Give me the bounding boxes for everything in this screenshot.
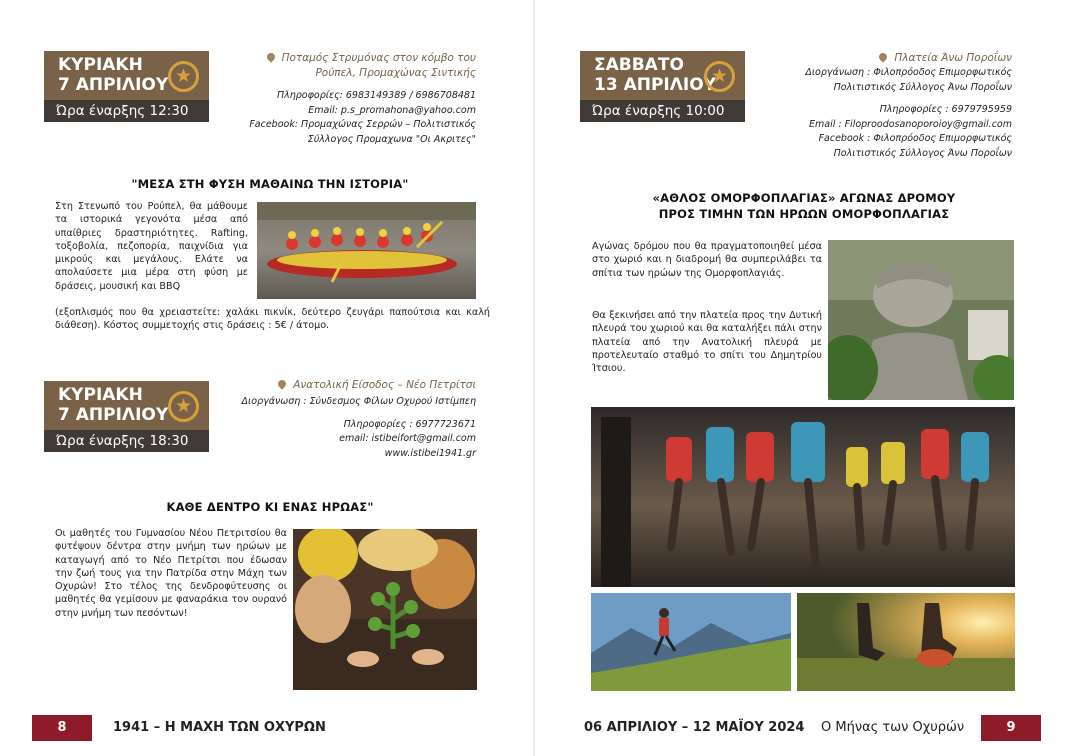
location-line: Ανατολική Είσοδος – Νέο Πετρίτσι — [293, 379, 476, 391]
rafting-photo — [257, 202, 476, 299]
star-icon: ★ — [704, 61, 735, 92]
date-badge-event2 — [44, 381, 209, 452]
event3-title — [574, 190, 1034, 222]
location-line: Ρούπελ, Προμαχώνας Σιντικής — [315, 67, 476, 79]
page-number: 8 — [32, 715, 92, 741]
star-icon: ★ — [168, 61, 199, 92]
event2-info — [216, 378, 476, 461]
footer-subtitle: Ο Μήνας των Οχυρών — [821, 720, 965, 735]
location-pin-icon — [277, 378, 288, 389]
event3-title-line: ΠΡΟΣ ΤΙΜΗΝ ΤΩΝ ΗΡΩΩΝ ΟΜΟΡΦΟΠΛΑΓΙΑΣ — [658, 207, 950, 221]
event3-body-1: Αγώνας δρόμου που θα πραγματοποιηθεί μέσα στο χωριό και η διαδρομή θα συμπεριλάβει τα σπίτια των ηρώων της Ομορφοπλαγιάς. — [592, 241, 822, 279]
location-line: Πλατεία Άνω Ποροΐων — [894, 52, 1012, 64]
badge-day: ΚΥΡΙΑΚΗ — [58, 385, 143, 405]
badge-start-time: Ώρα έναρξης 18:30 — [44, 430, 209, 452]
contact-line: Facebook: Προμαχώνας Σερρών – Πολιτιστικός — [249, 119, 476, 130]
star-icon: ★ — [168, 391, 199, 422]
event1-body: Στη Στενωπό του Ρούπελ, θα μάθουμε τα ιστορικά γεγονότα μέσα από υπαίθριες δραστηριότητες. Rafting, τοξοβολία, πεζοπορία, παιχνίδια για μικρούς και μεγάλους. Ελάτε να απολαύσετε μια μέρα στη φύση με δράσεις, μουσική και BBQ — [55, 201, 248, 292]
contact-line: Διοργάνωση : Σύνδεσμος Φίλων Οχυρού Ιστίμπεη — [241, 396, 476, 407]
badge-start-time: Ώρα έναρξης 12:30 — [44, 100, 209, 122]
sunset-running-shoe-photo — [797, 593, 1015, 691]
date-badge-event1 — [44, 51, 209, 122]
tree-planting-photo — [293, 529, 477, 690]
runners-photo — [591, 407, 1015, 587]
contact-line: Πληροφορίες : 6977723671 — [343, 418, 476, 430]
contact-line: Πληροφορίες: 6983149389 / 6986708481 — [276, 90, 476, 101]
footer-title: 1941 – Η ΜΑΧΗ ΤΩΝ ΟΧΥΡΩΝ — [113, 720, 326, 735]
event1-note: (εξοπλισμός που θα χρειαστείτε: χαλάκι πικνίκ, δεύτερο ζευγάρι παπούτσια και καλή διάθεση). Κόστος συμμετοχής στις δράσεις : 5€ / άτομο. — [55, 307, 490, 332]
date-badge-event3 — [580, 51, 745, 122]
location-pin-icon — [265, 51, 276, 62]
location-line: Ποταμός Στρυμόνας στον κόμβο του — [281, 52, 476, 64]
event3-title-line: «ΑΘΛΟΣ ΟΜΟΡΦΟΠΛΑΓΙΑΣ» ΑΓΩΝΑΣ ΔΡΟΜΟΥ — [652, 191, 956, 205]
badge-date: 7 ΑΠΡΙΛΙΟΥ — [58, 75, 169, 95]
badge-day: ΣΑΒΒΑΤΟ — [594, 55, 684, 75]
badge-start-time: Ώρα έναρξης 10:00 — [580, 100, 745, 122]
contact-line: Πολιτιστικός Σύλλογος Άνω Ποροΐων — [833, 81, 1012, 93]
location-pin-icon — [878, 51, 889, 62]
event2-body: Οι μαθητές του Γυμνασίου Νέου Πετριτσίου θα φυτέψουν δέντρα στην μνήμη των ηρώων με καταγωγή από το Νέο Πετρίτσι που έδωσαν την ζωή τους για την Πατρίδα στην Μάχη των Οχυρών! Στο τέλος της δενδροφύτευσης οι μαθητές θα γεμίσουν με φαναράκια τον ουρανό στην μνήμη των πεσόντων! — [55, 528, 287, 619]
contact-line: Email: p.s_promahona@yahoo.com — [308, 104, 476, 116]
badge-date: 13 ΑΠΡΙΛΙΟΥ — [594, 75, 716, 95]
event3-info — [742, 51, 1012, 161]
contact-line: Πολιτιστικός Σύλλογος Άνω Ποροΐων — [833, 147, 1012, 159]
right-page — [534, 0, 1068, 756]
footer-dates: 06 ΑΠΡΙΛΙΟΥ – 12 ΜΑΪΟΥ 2024 — [584, 720, 805, 735]
page-number: 9 — [981, 715, 1041, 741]
trail-runner-photo — [591, 593, 791, 691]
event1-title: "ΜΕΣΑ ΣΤΗ ΦΥΣΗ ΜΑΘΑΙΝΩ ΤΗΝ ΙΣΤΟΡΙΑ" — [131, 177, 409, 191]
badge-day: ΚΥΡΙΑΚΗ — [58, 55, 143, 75]
soldier-memorial-photo — [828, 240, 1014, 400]
event1-info — [216, 51, 476, 147]
badge-date: 7 ΑΠΡΙΛΙΟΥ — [58, 405, 169, 425]
contact-line: www.istibei1941.gr — [384, 447, 476, 459]
contact-line: Πληροφορίες : 6979795959 — [879, 104, 1012, 115]
contact-line: Διοργάνωση : Φιλοπρόοδος Επιμορφωτικός — [805, 67, 1012, 78]
event3-body-2: Θα ξεκινήσει από την πλατεία προς την Δυτική πλευρά του χωριού και θα καταλήξει πάλι στην πλατεία από την Ανατολική πλευρά με προτελευταίο σταθμό το σπίτι του Δημητρίου Ίτσιου. — [592, 310, 822, 375]
event2-title: ΚΑΘΕ ΔΕΝΤΡΟ ΚΙ ΕΝΑΣ ΗΡΩΑΣ" — [166, 500, 374, 514]
contact-line: Σύλλογος Προμαχωνα "Οι Ακριτες" — [307, 133, 476, 145]
contact-line: email: istibeifort@gmail.com — [339, 433, 476, 444]
contact-line: Facebook : Φιλοπρόοδος Επιμορφωτικός — [818, 133, 1012, 144]
contact-line: Email : Filoproodosanoporoioy@gmail.com — [809, 118, 1012, 130]
